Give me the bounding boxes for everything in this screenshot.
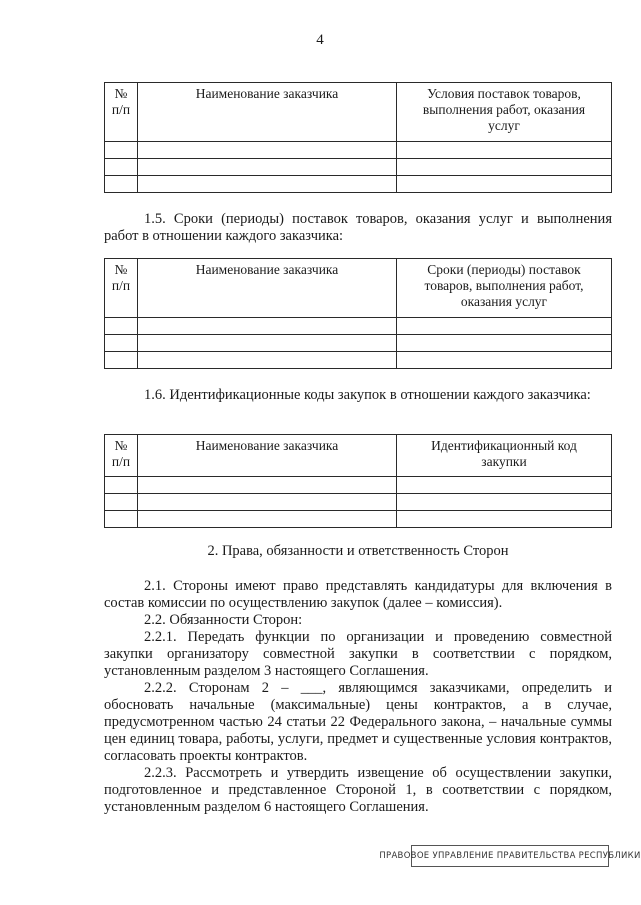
table-cell xyxy=(105,494,138,511)
table-cell xyxy=(138,477,397,494)
col-conditions-header xyxy=(397,83,612,142)
table-cell xyxy=(397,176,612,193)
table-cell xyxy=(397,494,612,511)
section-1-6-paragraph xyxy=(104,387,612,404)
table-cell xyxy=(138,159,397,176)
table-cell xyxy=(105,511,138,528)
table-cell xyxy=(397,335,612,352)
conditions-table xyxy=(104,82,612,193)
header-num-line: № xyxy=(114,86,128,101)
header-cond-line: товаров, выполнения работ, xyxy=(424,278,584,293)
header-cond-line: Условия поставок товаров, xyxy=(427,86,581,101)
col-number-header xyxy=(105,83,138,142)
table-cell xyxy=(105,352,138,369)
header-num-line: п/п xyxy=(111,278,131,293)
table-row xyxy=(105,477,612,494)
paragraph-2-1 xyxy=(104,578,612,612)
col-code-header xyxy=(397,435,612,477)
col-customer-header: Наименование заказчика xyxy=(138,435,397,477)
table-cell xyxy=(397,318,612,335)
header-cond-line: Идентификационный код xyxy=(431,438,577,453)
section-2-heading: 2. Права, обязанности и ответственность Сторон xyxy=(207,543,509,559)
table-header-row xyxy=(105,259,612,318)
table-cell xyxy=(397,352,612,369)
header-cond-line: выполнения работ, оказания xyxy=(422,102,586,117)
paragraph-2-2-1-text: 2.2.1. Передать функции по организации и проведению совместной закупки организатору совместной закупки в соответствии с порядком, установленным разделом 3 настоящего Соглашения. xyxy=(104,629,612,679)
table-row xyxy=(105,142,612,159)
header-cond-line: Сроки (периоды) поставок xyxy=(427,262,581,277)
header-num-line: п/п xyxy=(111,454,131,469)
table-cell xyxy=(397,511,612,528)
paragraph-2-2-3 xyxy=(104,765,612,816)
table-cell xyxy=(397,142,612,159)
header-cond-line: закупки xyxy=(481,454,527,469)
paragraph-2-2-3-text: 2.2.3. Рассмотреть и утвердить извещение об осуществлении закупки, подготовленное и представленное Стороной 1, в соответствии с порядком, установленным разделом 6 настоящего Соглашения. xyxy=(104,765,612,815)
header-num-line: № xyxy=(114,438,128,453)
table-row xyxy=(105,494,612,511)
section-1-5-paragraph xyxy=(104,211,612,245)
section-1-5-text: 1.5. Сроки (периоды) поставок товаров, оказания услуг и выполнения работ в отношении каждого заказчика: xyxy=(104,211,612,244)
col-customer-header: Наименование заказчика xyxy=(138,83,397,142)
paragraph-2-2-2 xyxy=(104,680,612,765)
periods-table xyxy=(104,258,612,369)
page-number: 4 xyxy=(316,32,324,48)
table-cell xyxy=(397,159,612,176)
table-cell xyxy=(138,494,397,511)
table-row xyxy=(105,159,612,176)
table-cell xyxy=(105,176,138,193)
header-cond-line: услуг xyxy=(488,118,520,133)
table-cell xyxy=(138,318,397,335)
table-cell xyxy=(105,335,138,352)
table-cell xyxy=(397,477,612,494)
table-row xyxy=(105,318,612,335)
col-number-header xyxy=(105,435,138,477)
department-stamp: ПРАВОВОЕ УПРАВЛЕНИЕ ПРАВИТЕЛЬСТВА РЕСПУБЛИКИ xyxy=(411,845,609,867)
paragraph-2-2-2-text: 2.2.2. Сторонам 2 – ___, являющимся заказчиками, определить и обосновать начальные (максимальные) цены контрактов, а в случае, предусмотренном частью 24 статьи 22 Федерального закона, – начальные суммы цен единиц товара, работы, услуги, предмет и существенные условия контрактов, согласовать проекты контрактов. xyxy=(104,680,612,764)
table-cell xyxy=(138,335,397,352)
table-cell xyxy=(138,511,397,528)
col-periods-header xyxy=(397,259,612,318)
section-1-6-text: 1.6. Идентификационные коды закупок в отношении каждого заказчика: xyxy=(144,387,591,403)
table-cell xyxy=(138,142,397,159)
header-num-line: п/п xyxy=(111,102,131,117)
col-customer-header: Наименование заказчика xyxy=(138,259,397,318)
header-cond-line: оказания услуг xyxy=(460,294,548,309)
codes-table xyxy=(104,434,612,528)
table-row xyxy=(105,511,612,528)
table-header-row xyxy=(105,83,612,142)
table-cell xyxy=(105,159,138,176)
table-cell xyxy=(138,352,397,369)
table-cell xyxy=(105,142,138,159)
table-row xyxy=(105,176,612,193)
paragraph-2-2-text: 2.2. Обязанности Сторон: xyxy=(144,612,303,628)
header-num-line: № xyxy=(114,262,128,277)
table-row xyxy=(105,335,612,352)
table-cell xyxy=(138,176,397,193)
col-number-header xyxy=(105,259,138,318)
table-cell xyxy=(105,318,138,335)
paragraph-2-2-1 xyxy=(104,629,612,680)
paragraph-2-1-text: 2.1. Стороны имеют право представлять кандидатуры для включения в состав комиссии по осуществлению закупок (далее – комиссия). xyxy=(104,578,612,611)
table-header-row xyxy=(105,435,612,477)
table-cell xyxy=(105,477,138,494)
table-row xyxy=(105,352,612,369)
paragraph-2-2 xyxy=(104,612,612,629)
